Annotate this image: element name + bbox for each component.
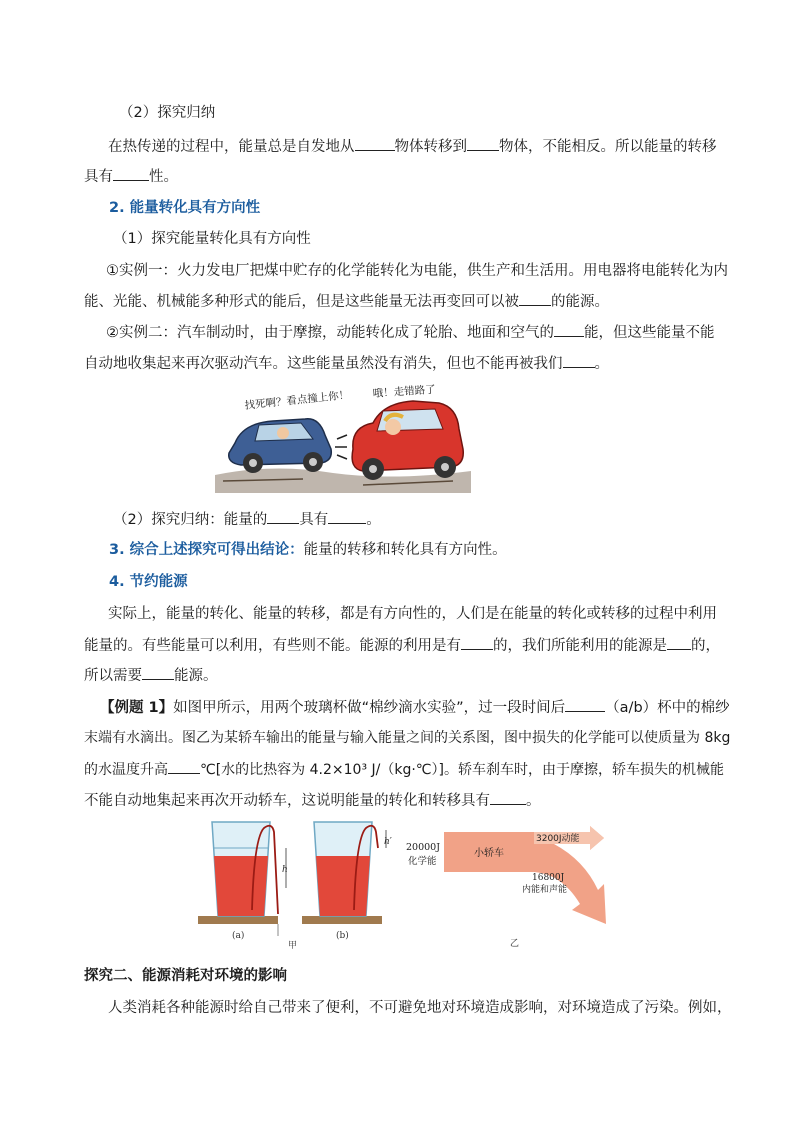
blue-car xyxy=(229,419,332,473)
blank[interactable] xyxy=(563,353,595,368)
blank[interactable] xyxy=(328,509,366,524)
cup-a-label: (a) xyxy=(232,931,245,941)
h-prime-label: h′ xyxy=(384,837,392,847)
section-4-line-2 xyxy=(84,635,720,656)
example-2-line-2 xyxy=(84,353,609,374)
example-problem-line-4 xyxy=(84,790,541,811)
example-problem-line-3 xyxy=(84,759,724,780)
input-energy-type: 化学能 xyxy=(408,856,437,867)
section-3-heading: 3. 综合上述探究可得出结论： xyxy=(109,542,304,558)
text: 自动地收集起来再次驱动汽车。这些能量虽然没有消失，但也不能再被我们 xyxy=(84,356,563,372)
text: 的， xyxy=(691,638,720,654)
kinetic-output: 3200J动能 xyxy=(536,834,580,844)
cup-a xyxy=(212,822,288,916)
text: 能源。 xyxy=(174,668,218,684)
h-label: h xyxy=(282,865,288,875)
red-car xyxy=(352,401,463,480)
section-3-text: 能量的转移和转化具有方向性。 xyxy=(303,542,507,558)
blank[interactable] xyxy=(667,635,691,650)
text: 具有 xyxy=(84,169,113,185)
section-3 xyxy=(109,540,507,560)
text: 性。 xyxy=(149,169,178,185)
blank[interactable] xyxy=(461,635,493,650)
blank[interactable] xyxy=(168,759,200,774)
speech-left: 找死啊？看点撞上你！ xyxy=(244,389,350,412)
heat-transfer-line-2 xyxy=(84,166,178,187)
energy-flow-figure xyxy=(404,824,618,952)
blank[interactable] xyxy=(490,790,526,805)
car-collision-cartoon xyxy=(213,383,473,495)
text: 的，我们所能利用的能源是 xyxy=(493,638,667,654)
example-problem-line-2: 末端有水滴出。图乙为某轿车输出的能量与输入能量之间的关系图，图中损失的化学能可以使质量为 8kg xyxy=(84,730,731,746)
cup-b xyxy=(314,822,392,916)
stand-a xyxy=(198,916,278,924)
section-4-heading: 4. 节约能源 xyxy=(109,574,188,590)
example-1-line-2 xyxy=(84,291,609,312)
input-energy: 20000J xyxy=(406,842,441,853)
example-problem-line-1 xyxy=(100,697,730,718)
text: 。 xyxy=(526,793,541,809)
figure-yi-caption: 乙 xyxy=(510,939,520,949)
blank[interactable] xyxy=(142,665,174,680)
text: ℃[水的比热容为 4.2×10³ J/（kg·℃）]。轿车刹车时，由于摩擦，轿车损失的机械能 xyxy=(200,762,724,778)
speech-right: 哦！走错路了 xyxy=(372,383,437,400)
text: 如图甲所示，用两个玻璃杯做“棉纱滴水实验”，过一段时间后 xyxy=(173,700,566,716)
part-2-paragraph: 人类消耗各种能源时给自己带来了便利，不可避免地对环境造成影响，对环境造成了污染。例如， xyxy=(108,1000,732,1016)
figure-jia-caption: 甲 xyxy=(288,941,298,951)
text: 所以需要 xyxy=(84,668,142,684)
stand-b xyxy=(302,916,382,924)
section-4-line-3 xyxy=(84,665,218,686)
text: 。 xyxy=(366,512,381,528)
heat-output-type: 内能和声能 xyxy=(522,885,568,895)
blank[interactable] xyxy=(113,166,149,181)
section-2-heading: 2. 能量转化具有方向性 xyxy=(109,200,261,216)
text: 物体转移到 xyxy=(394,139,467,155)
explore-summary-heading: （2）探究归纳 xyxy=(119,105,216,121)
blank[interactable] xyxy=(565,697,605,712)
section-4-line-1: 实际上，能量的转化、能量的转移，都是有方向性的，人们是在能量的转化或转移的过程中利用 xyxy=(108,606,717,622)
blank[interactable] xyxy=(267,509,299,524)
example-1-line-1: ①实例一：火力发电厂把煤中贮存的化学能转化为电能，供生产和生活用。用电器将电能转化为内 xyxy=(106,263,728,279)
text: 的能源。 xyxy=(551,294,609,310)
text: ②实例二：汽车制动时，由于摩擦，动能转化成了轮胎、地面和空气的 xyxy=(106,325,554,341)
example-2-line-1 xyxy=(106,322,715,343)
blank[interactable] xyxy=(554,322,584,337)
part-2-heading: 探究二、能源消耗对环境的影响 xyxy=(84,968,287,984)
text: 不能自动地集起来再次开动轿车，这说明能量的转化和转移具有 xyxy=(84,793,490,809)
example-label: 【例题 1】 xyxy=(100,700,174,716)
cup-b-label: (b) xyxy=(336,931,349,941)
explore-conclusion xyxy=(113,509,381,530)
cotton-drip-figure xyxy=(198,818,398,954)
text: 物体，不能相反。所以能量的转移 xyxy=(499,139,717,155)
car-label: 小轿车 xyxy=(474,848,504,859)
text: 具有 xyxy=(299,512,329,528)
text: 的水温度升高 xyxy=(84,762,168,778)
blank[interactable] xyxy=(519,291,551,306)
text: （2）探究归纳：能量的 xyxy=(113,512,268,528)
text: 能、光能、机械能多种形式的能后，但是这些能量无法再变回可以被 xyxy=(84,294,519,310)
blank[interactable] xyxy=(355,136,395,151)
blank[interactable] xyxy=(467,136,499,151)
section-2-subheading: （1）探究能量转化具有方向性 xyxy=(113,231,311,247)
text: （a/b）杯中的棉纱 xyxy=(605,700,730,716)
heat-transfer-line-1 xyxy=(108,136,717,157)
text: 。 xyxy=(594,356,609,372)
text: 能，但这些能量不能 xyxy=(584,325,715,341)
text: 能量的。有些能量可以利用，有些则不能。能源的利用是有 xyxy=(84,638,461,654)
heat-output-value: 16800J xyxy=(532,873,565,883)
text: 在热传递的过程中，能量总是自发地从 xyxy=(108,139,355,155)
